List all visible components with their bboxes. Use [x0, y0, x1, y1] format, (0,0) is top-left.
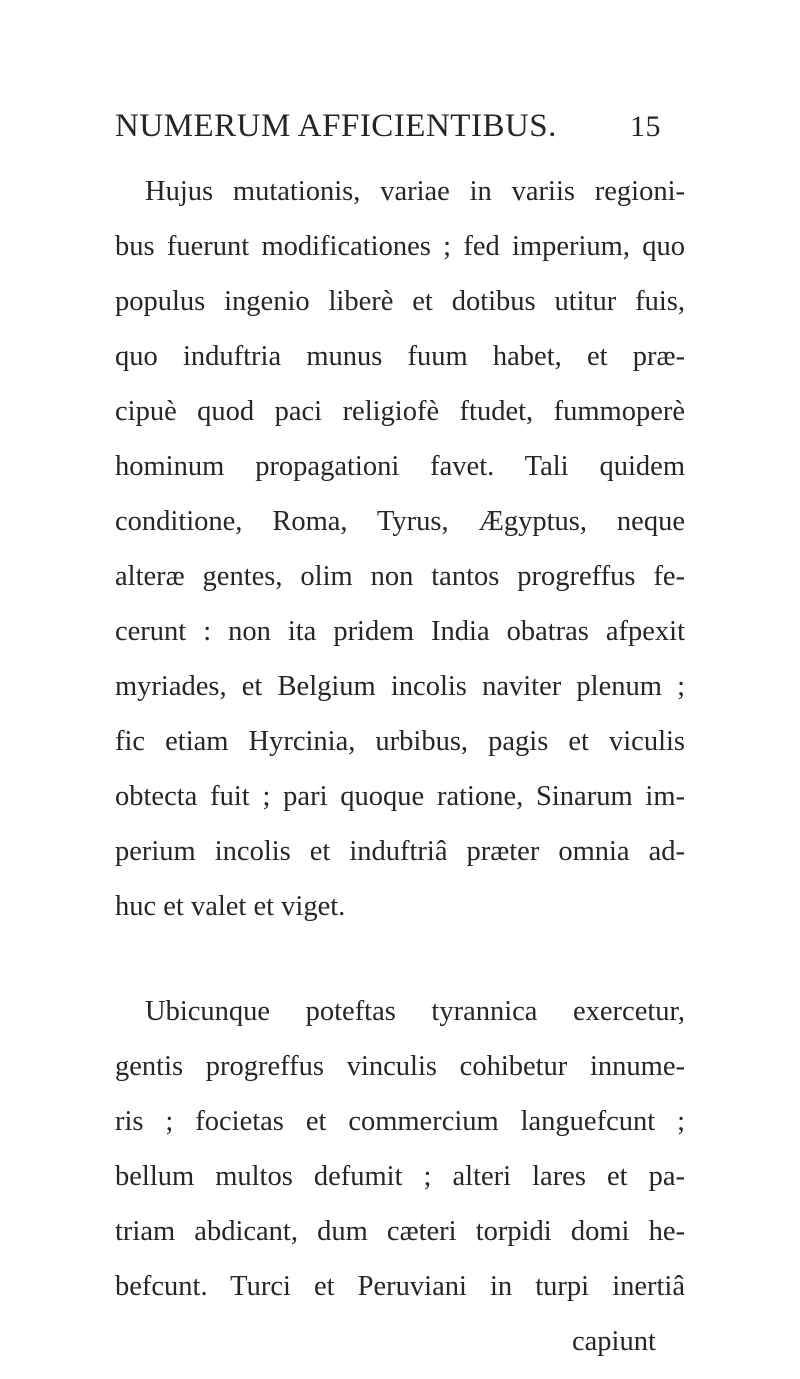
text-line: Hujus mutationis, variae in variis regioni-	[145, 176, 685, 207]
text-line: bellum multos defumit ; alteri lares et pa-	[115, 1161, 685, 1192]
text-line: gentis progreffus vinculis cohibetur innume-	[115, 1051, 685, 1082]
text-line: myriades, et Belgium incolis naviter plenum ;	[115, 671, 685, 702]
running-head-title: NUMERUM AFFICIENTIBUS.	[115, 108, 557, 144]
text-line: perium incolis et induftriâ præter omnia ad-	[115, 836, 685, 867]
text-line: triam abdicant, dum cæteri torpidi domi he-	[115, 1216, 685, 1247]
text-line: bus fuerunt modificationes ; fed imperium, quo	[115, 231, 685, 262]
text-line: cerunt : non ita pridem India obatras afpexit	[115, 616, 685, 647]
catchword: capiunt	[572, 1326, 656, 1357]
text-line: cipuè quod paci religiofè ftudet, fummoperè	[115, 396, 685, 427]
text-line: obtecta fuit ; pari quoque ratione, Sinarum im-	[115, 781, 685, 812]
page-number: 15	[630, 110, 661, 143]
text-line: quo induftria munus fuum habet, et præ-	[115, 341, 685, 372]
text-line: conditione, Roma, Tyrus, Ægyptus, neque	[115, 506, 685, 537]
text-line: huc et valet et viget.	[115, 891, 346, 922]
text-line: fic etiam Hyrcinia, urbibus, pagis et viculis	[115, 726, 685, 757]
text-line: hominum propagationi favet. Tali quidem	[115, 451, 685, 482]
text-line: alteræ gentes, olim non tantos progreffus fe-	[115, 561, 685, 592]
text-line: befcunt. Turci et Peruviani in turpi inertiâ	[115, 1271, 685, 1302]
text-line: populus ingenio liberè et dotibus utitur fuis,	[115, 286, 685, 317]
text-line: ris ; focietas et commercium languefcunt ;	[115, 1106, 685, 1137]
text-line: Ubicunque poteftas tyrannica exercetur,	[145, 996, 685, 1027]
